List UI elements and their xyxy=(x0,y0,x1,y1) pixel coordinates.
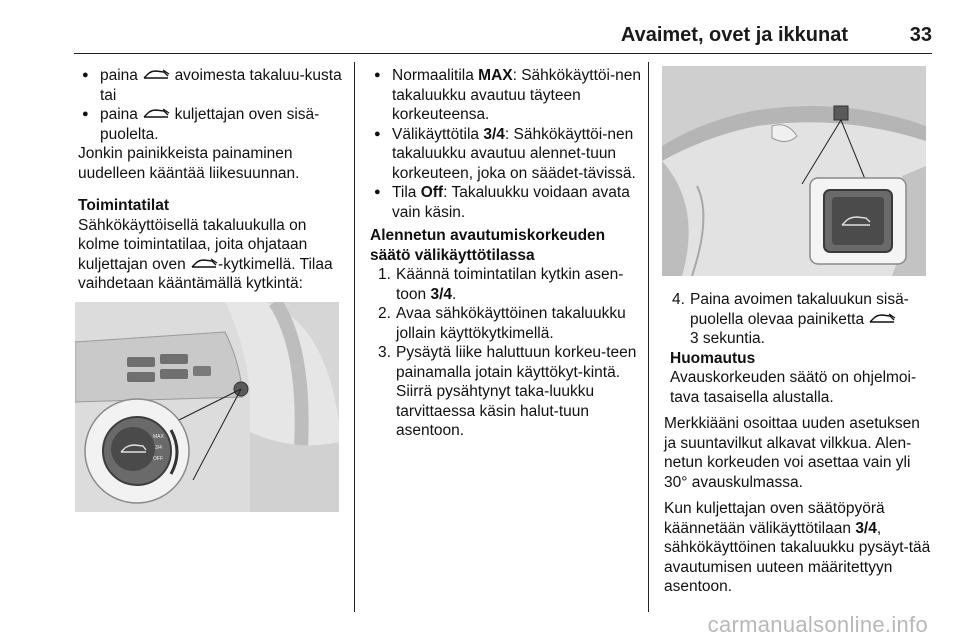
watermark: carmanualsonline.info xyxy=(707,612,928,637)
column-1 xyxy=(78,66,346,294)
list-item: ● Välikäyttötila 3/4: Sähkökäyttöi-nen takaluukku avautuu alennet-tuun korkeuteen, joka on säädet-tävissä. xyxy=(370,125,642,184)
switch-label-max: MAX xyxy=(153,434,164,440)
paragraph: Jonkin painikkeista painaminen uudelleen kääntää liikesuunnan. xyxy=(78,145,300,182)
note-box xyxy=(664,349,932,408)
list-item: 4. Paina avoimen takaluukun sisä-puolella olevaa painiketta 3 sekuntia. xyxy=(672,291,909,347)
tailgate-icon xyxy=(190,258,218,270)
door-switch-illustration xyxy=(75,302,339,512)
paragraph: Sähkökäyttöisellä takaluukulla on kolme toimintatilaa, joita ohjataan kuljettajan oven -kytkimellä. Tilaa vaihdetaan kääntämällä kytkintä: xyxy=(78,216,333,292)
tailgate-drawing xyxy=(662,66,926,276)
door-panel-drawing xyxy=(75,302,339,512)
list-item: 1. Käännä toimintatilan kytkin asen-toon 3/4. xyxy=(378,266,624,303)
list-item: ● paina avoimesta takaluu-kusta tai xyxy=(78,66,346,105)
column-2 xyxy=(370,66,642,441)
page-header xyxy=(0,0,960,54)
note-heading: Huomautus xyxy=(670,349,756,367)
list-item: 2. Avaa sähkökäyttöinen takaluukku jollain käyttökytkimellä. xyxy=(378,305,626,342)
note-text: Avauskorkeuden säätö on ohjelmoi-tava tasaisella alustalla. xyxy=(670,369,917,406)
tailgate-icon xyxy=(868,313,896,325)
switch-label-off: OFF xyxy=(153,456,163,462)
paragraph: Kun kuljettajan oven säätöpyörä käännetään välikäyttötilaan 3/4, sähkökäyttöinen takaluukku pysäyt-tää avautumisen uuteen määritettyyn asentoon. xyxy=(664,500,931,595)
tailgate-icon xyxy=(142,69,170,81)
list-item: ● Normaalitila MAX: Sähkökäyttöi-nen takaluukku avautuu täyteen korkeuteensa. xyxy=(370,66,642,125)
column-3 xyxy=(664,290,932,597)
tailgate-button-illustration xyxy=(662,66,926,276)
section-heading: Alennetun avautumiskorkeuden säätö välikäyttötilassa xyxy=(370,227,606,264)
list-item: ● Tila Off: Takaluukku voidaan avata vain käsin. xyxy=(370,183,642,222)
paragraph: Merkkiääni osoittaa uuden asetuksen ja suuntavilkut alkavat vilkkua. Alen-netun korkeuden voi asettaa vain yli 30° avauskulmassa. xyxy=(664,415,920,491)
tailgate-icon xyxy=(142,108,170,120)
column-divider-2 xyxy=(648,62,649,612)
list-item: ● paina kuljettajan oven sisä-puolelta. xyxy=(78,105,346,144)
list-item: 3. Pysäytä liike haluttuun korkeu-teen painamalla jotain käyttökyt-kintä. Siirrä pysähtynyt taka-luukku tarvittaessa käsin halut-tuun asentoon. xyxy=(378,344,637,439)
column-divider-1 xyxy=(354,62,355,612)
page-number: 33 xyxy=(909,24,932,46)
header-rule xyxy=(74,53,932,54)
page-title: Avaimet, ovet ja ikkunat xyxy=(620,24,848,46)
switch-label-mid: 3/4 xyxy=(155,445,162,451)
section-heading: Toimintatilat xyxy=(78,197,169,214)
